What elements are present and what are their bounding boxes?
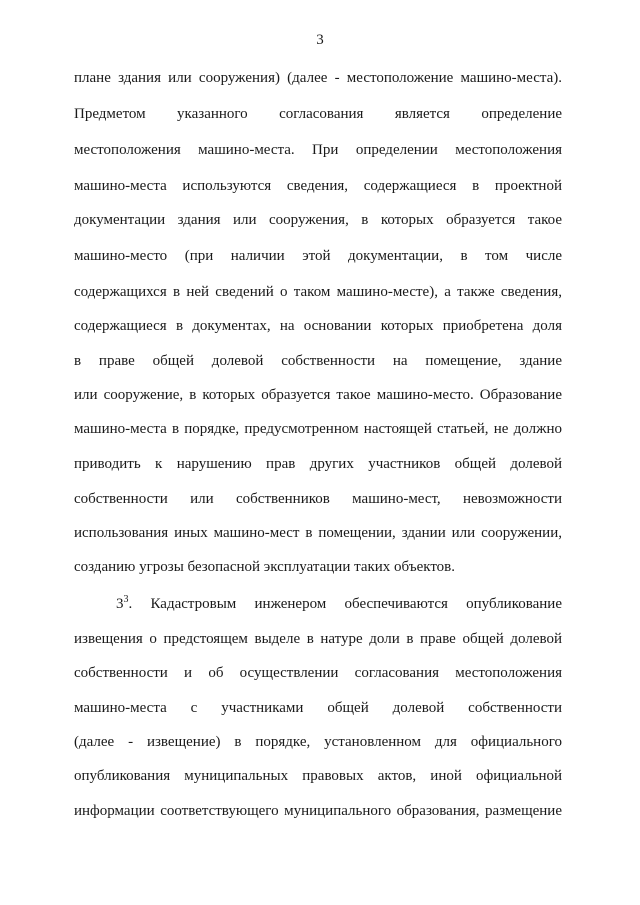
text-line: в праве общей долевой собственности на помещение, здание (74, 353, 562, 369)
text-line: машино-место (при наличии этой документации, в том числе (74, 248, 562, 264)
text-line: приводить к нарушению прав других участников общей долевой (74, 456, 562, 472)
page-number: 3 (316, 32, 324, 48)
paragraph-first-line (116, 595, 562, 613)
text-line: использования иных машино-мест в помещении, здании или сооружении, (74, 525, 562, 541)
paragraph-superscript: 3 (123, 594, 129, 605)
text-line: Предметом указанного согласования является определение (74, 106, 562, 122)
paragraph-first-line-text: . Кадастровым инженером обеспечиваются опубликование (128, 596, 562, 612)
text-line: информации соответствующего муниципального образования, размещение (74, 803, 562, 819)
text-line: машино-места в порядке, предусмотренном настоящей статьей, не должно (74, 421, 562, 437)
text-line: машино-места используются сведения, содержащиеся в проектной (74, 178, 562, 194)
text-line: собственности и об осуществлении согласования местоположения (74, 665, 562, 681)
text-line: или сооружение, в которых образуется такое машино-место. Образование (74, 387, 562, 403)
text-line: собственности или собственников машино-мест, невозможности (74, 491, 562, 507)
paragraph-number: 3 (116, 596, 124, 612)
text-line: плане здания или сооружения) (далее - местоположение машино-места). (74, 70, 562, 86)
text-line: содержащихся в ней сведений о таком машино-месте), а также сведения, (74, 284, 562, 300)
text-line: содержащиеся в документах, на основании которых приобретена доля (74, 318, 562, 334)
text-line: местоположения машино-места. При определении местоположения (74, 142, 562, 158)
text-line: созданию угрозы безопасной эксплуатации таких объектов. (74, 559, 456, 575)
text-line: документации здания или сооружения, в которых образуется такое (74, 212, 562, 228)
text-line: машино-места с участниками общей долевой собственности (74, 700, 562, 716)
text-line: (далее - извещение) в порядке, установленном для официального (74, 734, 562, 750)
text-line: опубликования муниципальных правовых актов, иной официальной (74, 768, 562, 784)
text-line: извещения о предстоящем выделе в натуре доли в праве общей долевой (74, 631, 562, 647)
